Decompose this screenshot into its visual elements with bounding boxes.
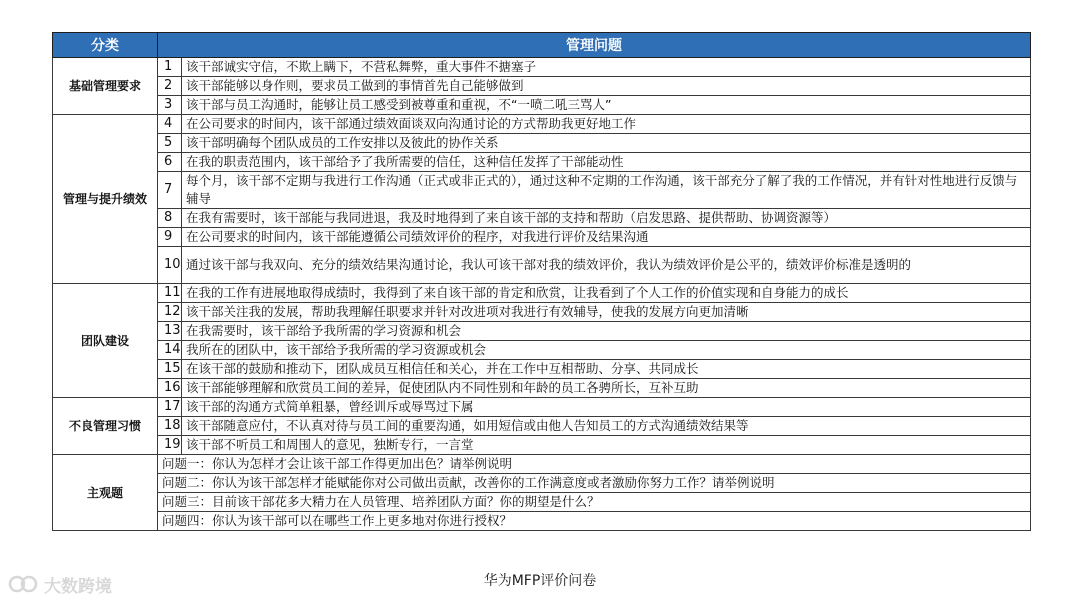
question-text: 该干部明确每个团队成员的工作安排以及彼此的协作关系 <box>182 134 1031 153</box>
question-text: 每个月，该干部不定期与我进行工作沟通（正式或非正式的），通过这种不定期的工作沟通，该干部充分了解了我的工作情况，并有针对性地进行反馈与辅导 <box>182 172 1031 209</box>
row-number: 8 <box>158 209 182 228</box>
category-cell: 基础管理要求 <box>53 58 158 115</box>
table-row <box>53 228 1031 247</box>
table-row <box>53 58 1031 77</box>
question-text: 该干部诚实守信，不欺上瞒下，不营私舞弊，重大事件不搪塞子 <box>182 58 1031 77</box>
row-number: 11 <box>158 284 182 303</box>
header-category: 分类 <box>53 33 158 58</box>
question-text: 该干部关注我的发展，帮助我理解任职要求并针对改进项对我进行有效辅导，使我的发展方向更加清晰 <box>182 303 1031 322</box>
table-row <box>53 77 1031 96</box>
row-number: 7 <box>158 172 182 209</box>
row-number: 5 <box>158 134 182 153</box>
question-text: 在该干部的鼓励和推动下，团队成员互相信任和关心，并在工作中互相帮助、分享、共同成长 <box>182 360 1031 379</box>
table-row <box>53 153 1031 172</box>
category-cell: 不良管理习惯 <box>53 398 158 455</box>
table-row <box>53 493 1031 512</box>
question-text: 该干部的沟通方式简单粗暴，曾经训斥或辱骂过下属 <box>182 398 1031 417</box>
table-row <box>53 209 1031 228</box>
question-text: 该干部能够以身作则，要求员工做到的事情首先自己能够做到 <box>182 77 1031 96</box>
row-number: 10 <box>158 247 182 284</box>
table-row <box>53 247 1031 284</box>
question-text: 我所在的团队中，该干部给予我所需的学习资源或机会 <box>182 341 1031 360</box>
table-row <box>53 322 1031 341</box>
row-number: 14 <box>158 341 182 360</box>
question-text: 通过该干部与我双向、充分的绩效结果沟通讨论，我认可该干部对我的绩效评价，我认为绩效评价是公平的，绩效评价标准是透明的 <box>182 247 1031 284</box>
table-row <box>53 115 1031 134</box>
table-row <box>53 436 1031 455</box>
row-number: 4 <box>158 115 182 134</box>
question-text: 在公司要求的时间内，该干部通过绩效面谈双向沟通讨论的方式帮助我更好地工作 <box>182 115 1031 134</box>
row-number: 6 <box>158 153 182 172</box>
question-text: 该干部能够理解和欣赏员工间的差异，促使团队内不同性别和年龄的员工各骋所长，互补互助 <box>182 379 1031 398</box>
question-text: 问题四：你认为该干部可以在哪些工作上更多地对你进行授权？ <box>158 512 1031 531</box>
question-text: 在我的工作有进展地取得成绩时，我得到了来自该干部的肯定和欣赏，让我看到了个人工作的价值实现和自身能力的成长 <box>182 284 1031 303</box>
table-header-row <box>53 33 1031 58</box>
table-row <box>53 474 1031 493</box>
table-row <box>53 96 1031 115</box>
row-number: 18 <box>158 417 182 436</box>
row-number: 19 <box>158 436 182 455</box>
row-number: 16 <box>158 379 182 398</box>
question-text: 在我需要时，该干部给予我所需的学习资源和机会 <box>182 322 1031 341</box>
row-number: 15 <box>158 360 182 379</box>
table-row <box>53 284 1031 303</box>
table-row <box>53 303 1031 322</box>
watermark-text: 大数跨境 <box>44 576 112 597</box>
row-number: 12 <box>158 303 182 322</box>
survey-table-container <box>52 32 1030 531</box>
question-text: 在公司要求的时间内，该干部能遵循公司绩效评价的程序，对我进行评价及结果沟通 <box>182 228 1031 247</box>
row-number: 13 <box>158 322 182 341</box>
table-row <box>53 398 1031 417</box>
table-row <box>53 134 1031 153</box>
question-text: 该干部不听员工和周围人的意见，独断专行，一言堂 <box>182 436 1031 455</box>
table-row <box>53 379 1031 398</box>
row-number: 17 <box>158 398 182 417</box>
row-number: 2 <box>158 77 182 96</box>
question-text: 在我有需要时，该干部能与我同进退，我及时地得到了来自该干部的支持和帮助（启发思路、提供帮助、协调资源等） <box>182 209 1031 228</box>
caption: 华为MFP评价问卷 <box>483 573 597 589</box>
question-text: 该干部与员工沟通时，能够让员工感受到被尊重和重视，不“一喷二吼三骂人” <box>182 96 1031 115</box>
row-number: 1 <box>158 58 182 77</box>
table-row <box>53 172 1031 209</box>
category-cell: 主观题 <box>53 455 158 531</box>
question-text: 问题二：你认为该干部怎样才能赋能你对公司做出贡献，改善你的工作满意度或者激励你努力工作？请举例说明 <box>158 474 1031 493</box>
header-issues: 管理问题 <box>158 33 1031 58</box>
survey-table <box>52 32 1031 531</box>
question-text: 问题一：你认为怎样才会让该干部工作得更加出色？请举例说明 <box>158 455 1031 474</box>
question-text: 问题三：目前该干部花多大精力在人员管理、培养团队方面？你的期望是什么？ <box>158 493 1031 512</box>
table-row <box>53 360 1031 379</box>
category-cell: 团队建设 <box>53 284 158 398</box>
question-text: 该干部随意应付，不认真对待与员工间的重要沟通，如用短信或由他人告知员工的方式沟通绩效结果等 <box>182 417 1031 436</box>
question-text: 在我的职责范围内，该干部给予了我所需要的信任，这种信任发挥了干部能动性 <box>182 153 1031 172</box>
table-row <box>53 417 1031 436</box>
table-row <box>53 512 1031 531</box>
category-cell: 管理与提升绩效 <box>53 115 158 284</box>
table-row <box>53 341 1031 360</box>
row-number: 3 <box>158 96 182 115</box>
row-number: 9 <box>158 228 182 247</box>
table-row <box>53 455 1031 474</box>
